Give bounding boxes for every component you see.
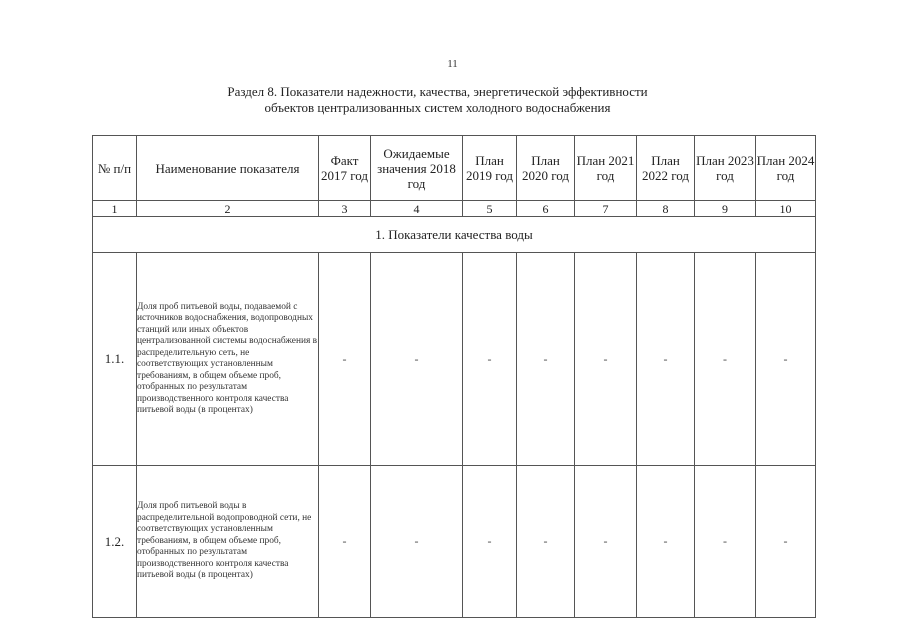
column-number: 8 <box>637 201 695 217</box>
header-name: Наименование показателя <box>137 136 319 201</box>
row-name: Доля проб питьевой воды, подаваемой с источников водоснабжения, водопроводных станций или иных объектов централизованной системы водоснабжения в распределительную сеть, не соответствующих установленным требованиям, в общем объеме проб, отобранных по результатам производственного контроля качества питьевой воды (в процентах) <box>137 253 319 466</box>
header-plan-2023: План 2023 год <box>695 136 756 201</box>
column-number-row <box>93 201 816 217</box>
row-value: - <box>756 466 816 618</box>
row-code: 1.2. <box>93 466 137 618</box>
row-value: - <box>637 253 695 466</box>
column-number: 7 <box>575 201 637 217</box>
header-row <box>93 136 816 201</box>
header-fact-2017: Факт 2017 год <box>319 136 371 201</box>
section-title <box>150 84 725 116</box>
row-value: - <box>463 253 517 466</box>
header-plan-2021: План 2021 год <box>575 136 637 201</box>
header-plan-2024: План 2024 год <box>756 136 816 201</box>
page-number: 11 <box>447 58 458 70</box>
column-number: 10 <box>756 201 816 217</box>
header-expected-2018: Ожидаемые значения 2018 год <box>371 136 463 201</box>
row-value: - <box>319 253 371 466</box>
header-plan-2020: План 2020 год <box>517 136 575 201</box>
column-number: 6 <box>517 201 575 217</box>
section-title-line2: объектов централизованных систем холодного водоснабжения <box>264 100 611 115</box>
column-number: 3 <box>319 201 371 217</box>
row-value: - <box>756 253 816 466</box>
row-value: - <box>517 466 575 618</box>
group-title: 1. Показатели качества воды <box>93 217 816 253</box>
header-plan-2022: План 2022 год <box>637 136 695 201</box>
row-value: - <box>637 466 695 618</box>
row-name: Доля проб питьевой воды в распределительной водопроводной сети, не соответствующих установленным требованиям, в общем объеме проб, отобранных по результатам производственного контроля качества питьевой воды (в процентах) <box>137 466 319 618</box>
column-number: 5 <box>463 201 517 217</box>
table-row <box>93 253 816 466</box>
row-value: - <box>575 253 637 466</box>
row-value: - <box>319 466 371 618</box>
column-number: 1 <box>93 201 137 217</box>
indicators-table <box>92 135 816 618</box>
column-number: 9 <box>695 201 756 217</box>
row-value: - <box>695 253 756 466</box>
section-title-line1: Раздел 8. Показатели надежности, качества, энергетической эффективности <box>227 84 648 99</box>
header-plan-2019: План 2019 год <box>463 136 517 201</box>
header-num: № п/п <box>93 136 137 201</box>
row-value: - <box>517 253 575 466</box>
row-value: - <box>371 253 463 466</box>
column-number: 4 <box>371 201 463 217</box>
group-row <box>93 217 816 253</box>
row-value: - <box>371 466 463 618</box>
row-code: 1.1. <box>93 253 137 466</box>
row-value: - <box>463 466 517 618</box>
column-number: 2 <box>137 201 319 217</box>
table-row <box>93 466 816 618</box>
row-value: - <box>575 466 637 618</box>
row-value: - <box>695 466 756 618</box>
